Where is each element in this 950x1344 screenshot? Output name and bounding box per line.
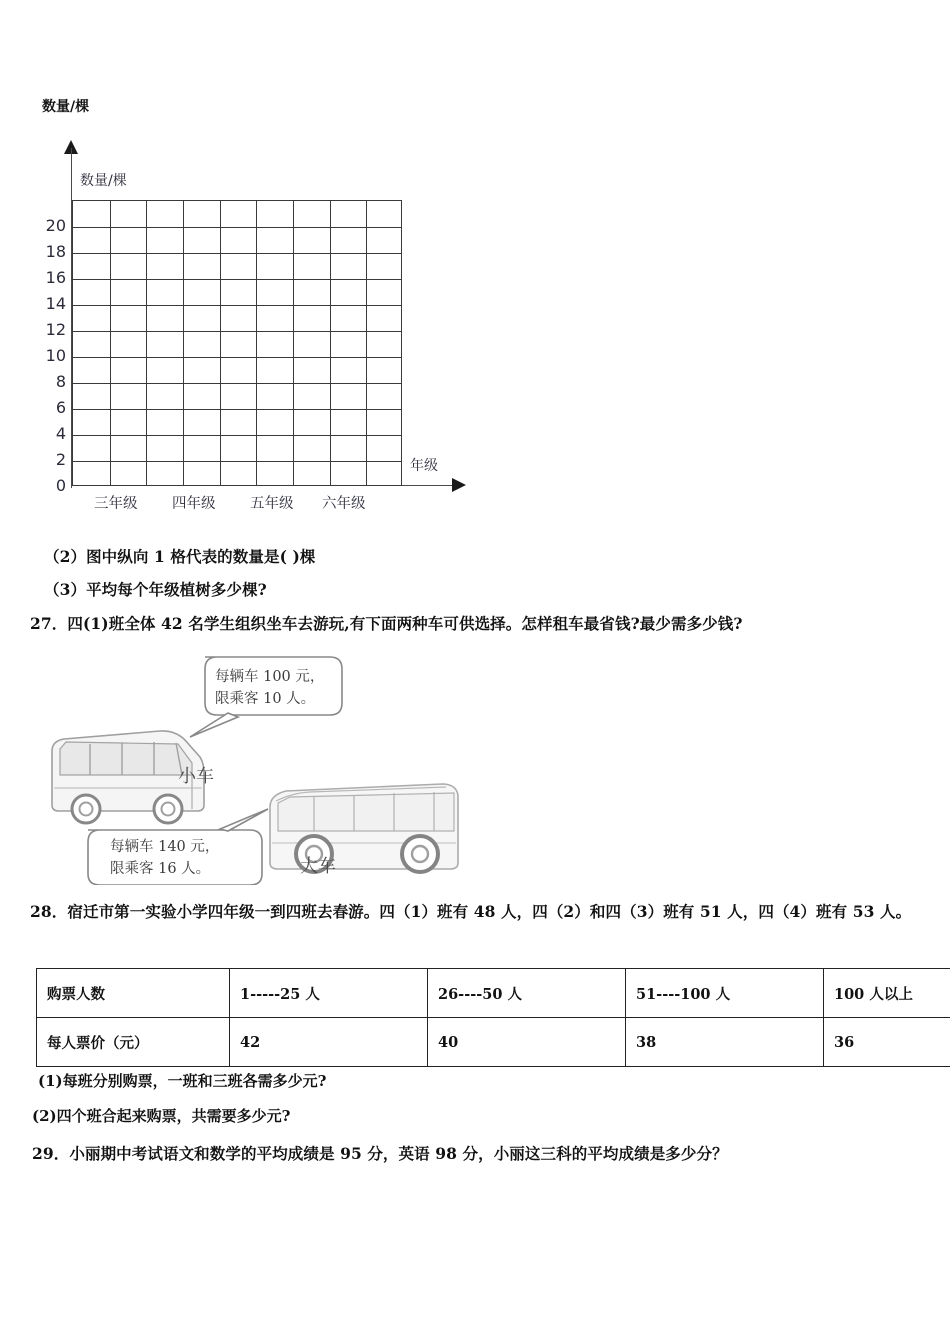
grid-vline — [146, 201, 147, 485]
small-bus-bubble-line1: 每辆车 100 元， — [215, 669, 325, 685]
y-axis-tick-labels — [22, 0, 66, 530]
chart-plot-grid — [72, 200, 402, 486]
grid-vline — [330, 201, 331, 485]
grid-hline — [73, 331, 401, 332]
question-27: 27．四(1)班全体 42 名学生组织坐车去游玩,有下面两种车可供选择。怎样租车最省钱?最少需多少钱? — [30, 614, 743, 633]
large-bus-label: 大车 — [300, 856, 336, 877]
grid-hline — [73, 279, 401, 280]
grid-vline — [256, 201, 257, 485]
table-row — [37, 1018, 950, 1067]
grid-vline — [110, 201, 111, 485]
chart-x-axis-label: 年级 — [410, 458, 438, 474]
chart-top-caption: 数量/棵 — [42, 99, 90, 115]
question-28-part1: (1)每班分别购票，一班和三班各需多少元? — [38, 1072, 327, 1090]
x-category-label: 五年级 — [250, 496, 294, 512]
y-tick-label: 4 — [55, 424, 66, 443]
question-26-part3: （3）平均每个年级植树多少棵? — [44, 580, 267, 599]
tree-planting-bar-chart — [0, 0, 950, 530]
y-tick-label: 20 — [45, 216, 66, 235]
grid-hline — [73, 227, 401, 228]
table-cell: 100 人以上 — [824, 969, 950, 1018]
question-26-part2: （2）图中纵向 1 格代表的数量是( )棵 — [44, 547, 316, 566]
y-tick-label: 18 — [45, 242, 66, 261]
grid-hline — [73, 461, 401, 462]
small-bus-bubble-line2: 限乘客 10 人。 — [215, 691, 316, 707]
y-tick-label: 16 — [45, 268, 66, 287]
y-tick-label: 6 — [55, 398, 66, 417]
y-tick-label: 2 — [55, 450, 66, 469]
large-bus-bubble-line1: 每辆车 140 元， — [110, 839, 220, 855]
table-cell: 40 — [428, 1018, 626, 1067]
table-row — [37, 969, 950, 1018]
chart-inner-y-axis-label: 数量/棵 — [80, 173, 127, 189]
x-axis-arrow-icon — [452, 478, 466, 492]
x-category-label: 三年级 — [94, 496, 138, 512]
grid-hline — [73, 383, 401, 384]
table-cell: 51----100 人 — [626, 969, 824, 1018]
y-tick-label: 10 — [45, 346, 66, 365]
grid-vline — [220, 201, 221, 485]
y-tick-label: 12 — [45, 320, 66, 339]
question-29: 29．小丽期中考试语文和数学的平均成绩是 95 分，英语 98 分，小丽这三科的平均成绩是多少分？ — [32, 1144, 728, 1163]
y-tick-label: 14 — [45, 294, 66, 313]
ticket-price-table — [36, 968, 950, 1067]
grid-hline — [73, 357, 401, 358]
table-row-header: 购票人数 — [37, 969, 230, 1018]
table-cell: 26----50 人 — [428, 969, 626, 1018]
table-cell: 1-----25 人 — [230, 969, 428, 1018]
table-row-header: 每人票价（元） — [37, 1018, 230, 1067]
grid-vline — [366, 201, 367, 485]
x-category-label: 六年级 — [322, 496, 366, 512]
y-tick-label: 8 — [55, 372, 66, 391]
table-cell: 42 — [230, 1018, 428, 1067]
grid-hline — [73, 253, 401, 254]
table-cell: 38 — [626, 1018, 824, 1067]
table-cell: 36 — [824, 1018, 950, 1067]
large-bus-icon — [270, 784, 458, 872]
question-28-part2: (2)四个班合起来购票，共需要多少元? — [32, 1107, 291, 1125]
grid-hline — [73, 305, 401, 306]
question-28: 28．宿迁市第一实验小学四年级一到四班去春游。四（1）班有 48 人，四（2）和四（3）班有 51 人，四（4）班有 53 人。 — [30, 902, 912, 921]
large-bus-bubble-line2: 限乘客 16 人。 — [110, 861, 211, 877]
x-category-label: 四年级 — [172, 496, 216, 512]
grid-hline — [73, 435, 401, 436]
small-bus-label: 小车 — [178, 766, 214, 787]
grid-hline — [73, 409, 401, 410]
grid-vline — [293, 201, 294, 485]
y-tick-label: 0 — [55, 476, 66, 495]
grid-vline — [183, 201, 184, 485]
